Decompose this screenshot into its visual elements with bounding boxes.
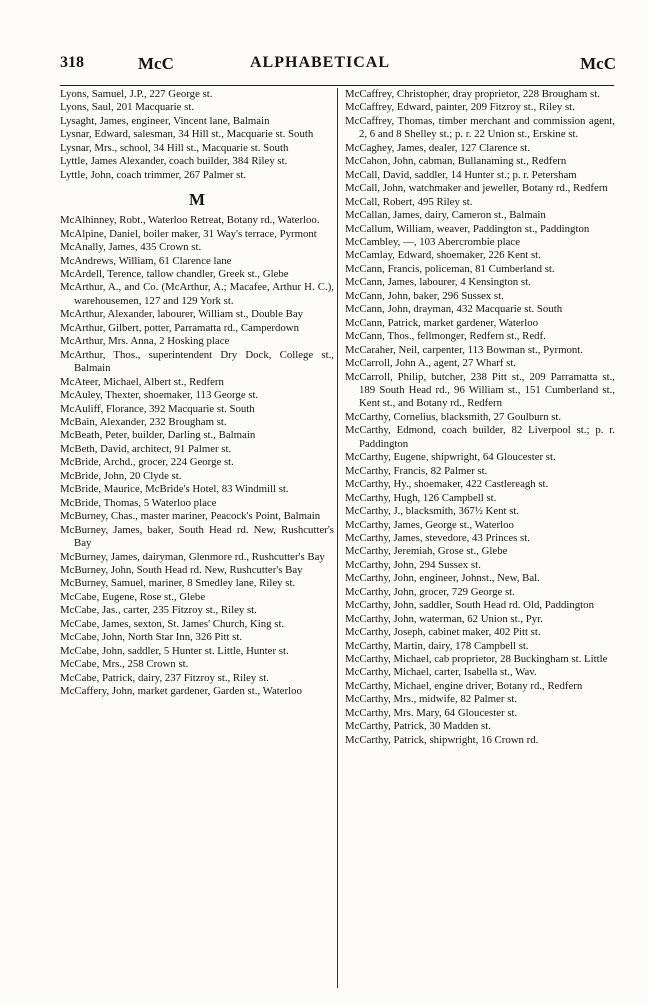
directory-entry: McCahon, John, cabman, Bullanaming st., Redfern	[345, 155, 567, 168]
directory-entry: McCaffrey, Thomas, timber merchant and commission agent, 2, 6 and 8 Shelley st.; p. r. 22 Union st., Erskine st.	[345, 114, 615, 141]
directory-entry: McArthur, Alexander, labourer, William st., Double Bay	[60, 308, 304, 321]
directory-entry: McCann, John, baker, 296 Sussex st.	[345, 289, 504, 302]
right-running-key: McC	[580, 54, 616, 73]
directory-entry: McCarthy, J., blacksmith, 367½ Kent st.	[345, 505, 520, 518]
directory-entry: McAuliff, Florance, 392 Macquarie st. South	[60, 402, 255, 415]
directory-entry: Lyons, Samuel, J.P., 227 George st.	[60, 88, 213, 100]
directory-entry: Lysaght, James, engineer, Vincent lane, Balmain	[60, 114, 270, 127]
right-column-entries	[345, 88, 615, 747]
directory-entry: McBride, John, 20 Clyde st.	[60, 469, 182, 482]
directory-entry: McCarthy, James, George st., Waterloo	[345, 518, 514, 531]
directory-entry: McCarthy, Jeremiah, Grose st., Glebe	[345, 545, 508, 558]
directory-entry: McCabe, James, sexton, St. James' Church, King st.	[60, 617, 285, 630]
directory-entry: McBurney, John, South Head rd. New, Rushcutter's Bay	[60, 563, 303, 576]
directory-entry: McCarthy, Michael, engine driver, Botany rd., Redfern	[345, 679, 583, 692]
left-column	[60, 88, 334, 698]
directory-entry: McCarthy, Joseph, cabinet maker, 402 Pitt st.	[345, 626, 541, 639]
directory-entry: McCarthy, Mrs. Mary, 64 Gloucester st.	[345, 706, 518, 719]
directory-entry: McCall, John, watchmaker and jeweller, Botany rd., Redfern	[345, 182, 608, 195]
directory-entry: Lysnar, Mrs., school, 34 Hill st., Macquarie st. South	[60, 141, 289, 154]
directory-entry: McBeth, David, architect, 91 Palmer st.	[60, 442, 232, 455]
directory-entry: McBurney, James, dairyman, Glenmore rd., Rushcutter's Bay	[60, 550, 325, 563]
directory-entry: McCabe, Patrick, dairy, 237 Fitzroy st., Riley st.	[60, 671, 269, 684]
directory-entry: McCamlay, Edward, shoemaker, 226 Kent st.	[345, 249, 541, 262]
directory-entry: McCaffrey, Christopher, dray proprietor, 228 Brougham st.	[345, 88, 600, 100]
directory-entry: McCarthy, John, waterman, 62 Union st., Pyr.	[345, 612, 543, 625]
directory-entry: McCann, Francis, policeman, 81 Cumberland st.	[345, 262, 555, 275]
directory-entry: McCallum, William, weaver, Paddington st., Paddington	[345, 222, 590, 235]
directory-entry: McAlhinney, Robt., Waterloo Retreat, Botany rd., Waterloo.	[60, 214, 320, 227]
directory-entry: McCaffery, John, market gardener, Garden st., Waterloo	[60, 685, 302, 698]
right-column	[345, 88, 615, 747]
directory-entry: McCann, Patrick, market gardener, Waterloo	[345, 316, 539, 329]
directory-entry: McArdell, Terence, tallow chandler, Greek st., Glebe	[60, 267, 289, 280]
page-title: ALPHABETICAL	[250, 54, 391, 71]
directory-entry: McCarroll, John A., agent, 27 Wharf st.	[345, 357, 517, 370]
directory-entry: McBeath, Peter, builder, Darling st., Balmain	[60, 429, 256, 442]
directory-entry: McCarthy, Hy., shoemaker, 422 Castlereagh st.	[345, 478, 549, 491]
directory-entry: McBurney, Chas., master mariner, Peacock's Point, Balmain	[60, 510, 321, 523]
directory-entry: McCaffrey, Edward, painter, 209 Fitzroy st., Riley st.	[345, 101, 575, 114]
column-divider	[337, 88, 338, 988]
directory-entry: McBurney, James, baker, South Head rd. New, Rushcutter's Bay	[60, 523, 334, 550]
directory-entry: McAlpine, Daniel, boiler maker, 31 Way's terrace, Pyrmont	[60, 227, 317, 240]
directory-entry: McArthur, Mrs. Anna, 2 Hosking place	[60, 335, 230, 348]
directory-entry: McArthur, A., and Co. (McArthur, A.; Macafee, Arthur H. C.), warehousemen, 127 and 129 York st.	[60, 281, 334, 307]
directory-entry: McArthur, Gilbert, potter, Parramatta rd., Camperdown	[60, 321, 299, 334]
directory-entry: McCarthy, Cornelius, blacksmith, 27 Goulburn st.	[345, 410, 562, 423]
page-header	[60, 54, 616, 76]
directory-entry: McCambley, —, 103 Abercrombie place	[345, 235, 520, 248]
directory-entry: Lysnar, Edward, salesman, 34 Hill st., Macquarie st. South	[60, 128, 314, 141]
directory-entry: McBain, Alexander, 232 Brougham st.	[60, 415, 227, 428]
directory-entry: McCarthy, John, grocer, 729 George st.	[345, 585, 515, 598]
page-number: 318	[60, 54, 84, 71]
directory-entry: McCaraher, Neil, carpenter, 113 Bowman st., Pyrmont.	[345, 343, 584, 356]
directory-entry: McCabe, Mrs., 258 Crown st.	[60, 658, 189, 671]
directory-entry: Lyttle, John, coach trimmer, 267 Palmer st.	[60, 168, 247, 181]
directory-entry: McCabe, Jas., carter, 235 Fitzroy st., Riley st.	[60, 604, 257, 617]
directory-entry: McCarthy, Eugene, shipwright, 64 Gloucester st.	[345, 451, 556, 464]
directory-entry: McCall, Robert, 495 Riley st.	[345, 195, 473, 208]
directory-entry: McCarthy, Michael, cab proprietor, 28 Buckingham st. Little	[345, 653, 608, 666]
directory-entry: McAndrews, William, 61 Clarence lane	[60, 254, 232, 267]
directory-entry: McCarthy, Hugh, 126 Campbell st.	[345, 491, 497, 504]
directory-entry: McArthur, Thos., superintendent Dry Dock, College st., Balmain	[60, 348, 334, 375]
directory-entry: McCabe, John, saddler, 5 Hunter st. Little, Hunter st.	[60, 644, 289, 657]
directory-entry: McCarthy, Michael, carter, Isabella st., Wav.	[345, 666, 537, 679]
directory-entry: McCarthy, Patrick, 30 Madden st.	[345, 720, 491, 733]
directory-entry: McCarthy, Martin, dairy, 178 Campbell st.	[345, 639, 529, 652]
section-letter: M	[188, 190, 206, 210]
directory-entry: McCarthy, Edmond, coach builder, 82 Liverpool st.; p. r. Paddington	[345, 424, 615, 450]
directory-entry: McCarthy, Patrick, shipwright, 16 Crown rd.	[345, 733, 539, 746]
directory-entry: McAteer, Michael, Albert st., Redfern	[60, 375, 224, 388]
directory-entry: McBride, Archd., grocer, 224 George st.	[60, 456, 234, 469]
directory-entry: McCarthy, Mrs., midwife, 82 Palmer st.	[345, 693, 518, 706]
directory-entry: McCabe, John, North Star Inn, 326 Pitt st.	[60, 631, 243, 644]
directory-entry: McCabe, Eugene, Rose st., Glebe	[60, 590, 206, 603]
left-column-top-entries	[60, 88, 334, 182]
directory-entry: McCarthy, John, 294 Sussex st.	[345, 558, 481, 571]
directory-entry: McCaghey, James, dealer, 127 Clarence st.	[345, 141, 531, 154]
directory-entry: McCarthy, James, stevedore, 43 Princes st.	[345, 531, 530, 544]
directory-entry: McAnally, James, 435 Crown st.	[60, 241, 202, 254]
directory-entry: Lyttle, James Alexander, coach builder, 384 Riley st.	[60, 155, 288, 168]
directory-entry: McCarthy, John, saddler, South Head rd. Old, Paddington	[345, 599, 594, 612]
directory-entry: McCarthy, Francis, 82 Palmer st.	[345, 464, 488, 477]
directory-entry: McCann, John, drayman, 432 Macquarie st. South	[345, 303, 563, 316]
directory-entry: McCallan, James, dairy, Cameron st., Balmain	[345, 209, 546, 222]
directory-entry: McBurney, Samuel, mariner, 8 Smedley lane, Riley st.	[60, 577, 296, 590]
directory-entry: McBride, Thomas, 5 Waterloo place	[60, 496, 217, 509]
directory-entry: McCann, James, labourer, 4 Kensington st.	[345, 276, 531, 289]
header-rule	[60, 85, 614, 86]
directory-entry: Lyons, Saul, 201 Macquarie st.	[60, 101, 195, 114]
directory-entry: McCarroll, Philip, butcher, 238 Pitt st., 209 Parramatta st., 189 South Head rd., 96 William st., 151 Cumberland st., Kent st., and Botany rd., Redfern	[345, 370, 615, 410]
directory-entry: McBride, Maurice, McBride's Hotel, 83 Windmill st.	[60, 483, 289, 496]
directory-entry: McCarthy, John, engineer, Johnst., New, Bal.	[345, 572, 540, 585]
directory-entry: McCann, Thos., fellmonger, Redfern st., Redf.	[345, 330, 546, 343]
directory-entry: McAuley, Thexter, shoemaker, 113 George st.	[60, 389, 259, 402]
left-column-bottom-entries	[60, 214, 334, 698]
directory-entry: McCall, David, saddler, 14 Hunter st.; p. r. Petersham	[345, 168, 577, 181]
left-running-key: McC	[138, 54, 174, 73]
